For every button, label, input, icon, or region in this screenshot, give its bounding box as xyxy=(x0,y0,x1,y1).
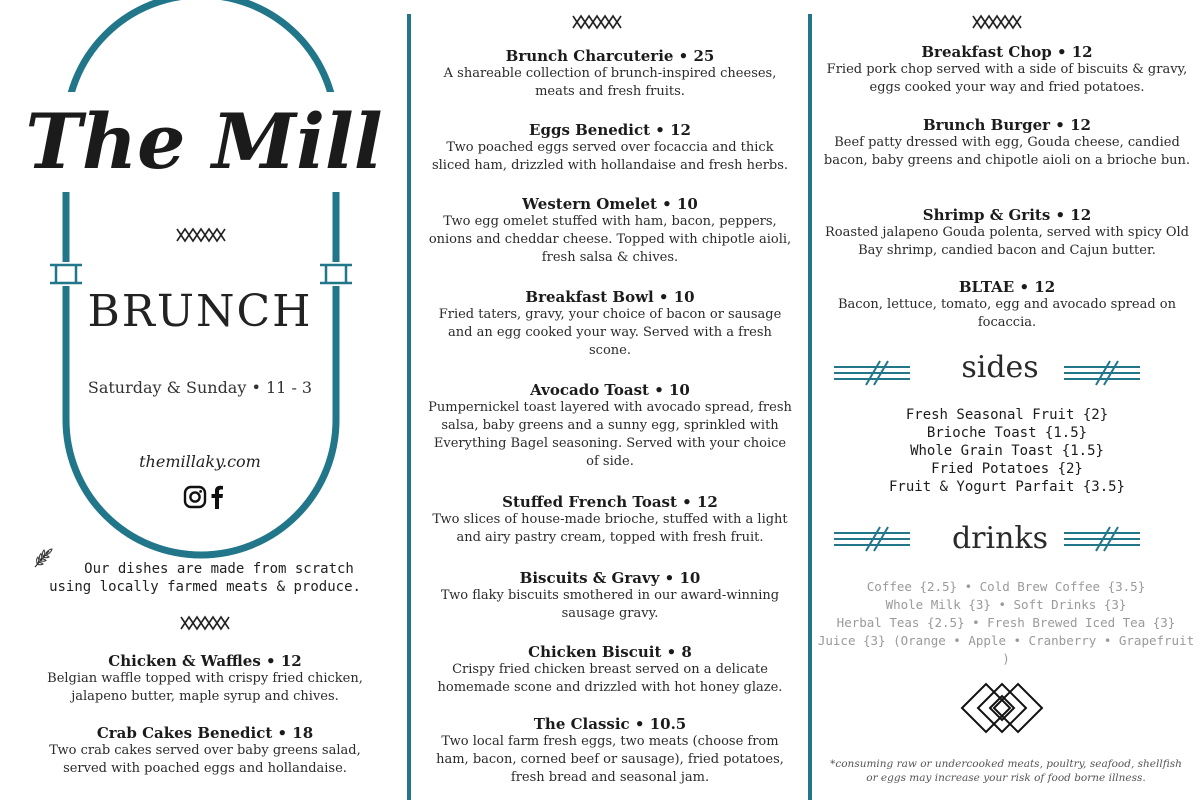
menu-item-name: Stuffed French Toast • 12 xyxy=(502,493,718,511)
menu-item-description: Two slices of house-made brioche, stuffed with a light and airy pastry cream, topped with fresh fruit. xyxy=(432,512,788,545)
menu-item xyxy=(428,493,792,547)
side-item: Brioche Toast {1.5} xyxy=(926,425,1088,441)
menu-item-name: Eggs Benedict • 12 xyxy=(529,121,691,139)
menu-item xyxy=(428,195,792,267)
menu-item-name: Brunch Charcuterie • 25 xyxy=(505,47,715,65)
drink-item: Herbal Teas {2.5} • Fresh Brewed Iced Tea {3} xyxy=(836,615,1176,630)
menu-item xyxy=(428,569,792,623)
menu-item-description: Roasted jalapeno Gouda polenta, served with spicy Old Bay shrimp, candied bacon and Cajun butter. xyxy=(825,225,1189,258)
menu-item-name: Avocado Toast • 10 xyxy=(530,381,690,399)
menu-item-name: Breakfast Chop • 12 xyxy=(921,43,1093,61)
menu-item xyxy=(822,206,1192,260)
restaurant-logo: The Mill xyxy=(0,92,408,192)
menu-item-name: BLTAE • 12 xyxy=(958,278,1056,296)
menu-item-description: Fried taters, gravy, your choice of bacon or sausage and an egg cooked your way. Served with a fresh scone. xyxy=(438,307,782,358)
menu-item-name: Biscuits & Gravy • 10 xyxy=(519,569,701,587)
menu-item xyxy=(428,715,792,787)
menu-item xyxy=(822,278,1192,332)
side-item: Fried Potatoes {2} xyxy=(931,461,1083,477)
side-item: Fruit & Yogurt Parfait {3.5} xyxy=(888,479,1125,495)
menu-item xyxy=(20,652,390,706)
menu-item-description: Two local farm fresh eggs, two meats (choose from ham, bacon, corned beef or sausage), fried potatoes, fresh bread and seasonal jam. xyxy=(436,734,784,785)
drink-item: Coffee {2.5} • Cold Brew Coffee {3.5} xyxy=(866,579,1146,594)
scratch-note xyxy=(20,560,390,596)
menu-item-description: Two poached eggs served over focaccia and thick sliced ham, drizzled with hollandaise and fresh herbs. xyxy=(431,140,789,173)
website-link[interactable]: themillaky.com xyxy=(139,452,261,471)
menu-item-name: Western Omelet • 10 xyxy=(522,195,698,213)
divider-ornament xyxy=(180,615,230,631)
drink-item: Juice {3} (Orange • Apple • Cranberry • Grapefruit ) xyxy=(817,633,1195,666)
disclaimer-line-2: or eggs may increase your risk of food borne illness. xyxy=(866,772,1146,784)
main-dishes-column xyxy=(412,0,808,812)
facebook-icon[interactable] xyxy=(210,485,224,509)
menu-item-description: Two flaky biscuits smothered in our award-winning sausage gravy. xyxy=(440,588,780,621)
heading-ornament-right xyxy=(1064,526,1140,552)
specials-sides-drinks-column xyxy=(812,0,1200,812)
side-item: Whole Grain Toast {1.5} xyxy=(910,443,1104,459)
scratch-note-line-1: Our dishes are made from scratch xyxy=(84,561,354,577)
disclaimer-line-1: *consuming raw or undercooked meats, poultry, seafood, shellfish xyxy=(830,758,1182,770)
menu-item-description: Fried pork chop served with a side of biscuits & gravy, eggs cooked your way and fried potatoes. xyxy=(826,62,1188,95)
sides-list xyxy=(822,406,1192,496)
menu-item-description: Two egg omelet stuffed with ham, bacon, peppers, onions and cheddar cheese. Topped with chipotle aioli, fresh salsa & chives. xyxy=(428,214,792,265)
menu-item xyxy=(20,724,390,778)
menu-item-name: Shrimp & Grits • 12 xyxy=(922,206,1092,224)
menu-item-name: Crab Cakes Benedict • 18 xyxy=(96,724,314,742)
menu-item-description: Two crab cakes served over baby greens salad, served with poached eggs and hollandaise. xyxy=(49,743,361,776)
divider-ornament xyxy=(572,14,622,30)
menu-item-name: Brunch Burger • 12 xyxy=(923,116,1091,134)
column-divider xyxy=(407,14,411,800)
divider-ornament xyxy=(972,14,1022,30)
menu-item-name: Chicken Biscuit • 8 xyxy=(528,643,692,661)
divider-ornament xyxy=(176,227,226,243)
brand-column xyxy=(0,0,408,812)
diamond-ornament xyxy=(960,682,1044,734)
menu-item xyxy=(822,43,1192,97)
menu-item xyxy=(428,381,792,471)
menu-item xyxy=(428,121,792,175)
instagram-icon[interactable] xyxy=(183,485,207,509)
drink-item: Whole Milk {3} • Soft Drinks {3} xyxy=(885,597,1127,612)
menu-title: BRUNCH xyxy=(87,286,313,337)
scratch-note-line-2: using locally farmed meats & produce. xyxy=(49,579,361,595)
menu-item xyxy=(428,643,792,697)
side-item: Fresh Seasonal Fruit {2} xyxy=(905,407,1109,423)
drinks-heading: drinks xyxy=(951,521,1049,556)
sides-heading: sides xyxy=(961,350,1039,385)
heading-ornament-right xyxy=(1064,360,1140,386)
menu-item xyxy=(822,116,1192,170)
menu-item-description: A shareable collection of brunch-inspired cheeses, meats and fresh fruits. xyxy=(443,66,777,99)
menu-item-name: Chicken & Waffles • 12 xyxy=(108,652,302,670)
menu-item xyxy=(428,288,792,360)
heading-ornament-left xyxy=(834,360,910,386)
menu-item-description: Pumpernickel toast layered with avocado spread, fresh salsa, baby greens and a sunny egg, sprinkled with Everything Bagel seasoning. Served with your choice of side. xyxy=(428,400,792,469)
menu-item-description: Belgian waffle topped with crispy fried chicken, jalapeno butter, maple syrup and chives. xyxy=(47,671,363,704)
menu-item-description: Bacon, lettuce, tomato, egg and avocado spread on focaccia. xyxy=(838,297,1176,330)
menu-item xyxy=(428,47,792,101)
menu-item-description: Crispy fried chicken breast served on a delicate homemade scone and drizzled with hot honey glaze. xyxy=(437,662,783,695)
food-safety-disclaimer xyxy=(816,757,1196,785)
heading-ornament-left xyxy=(834,526,910,552)
service-hours: Saturday & Sunday • 11 - 3 xyxy=(87,378,313,397)
drinks-list xyxy=(816,578,1196,668)
arch-frame xyxy=(0,0,408,560)
menu-item-name: Breakfast Bowl • 10 xyxy=(525,288,695,306)
menu-item-description: Beef patty dressed with egg, Gouda cheese, candied bacon, baby greens and chipotle aioli on a brioche bun. xyxy=(823,135,1191,168)
menu-item-name: The Classic • 10.5 xyxy=(533,715,687,733)
